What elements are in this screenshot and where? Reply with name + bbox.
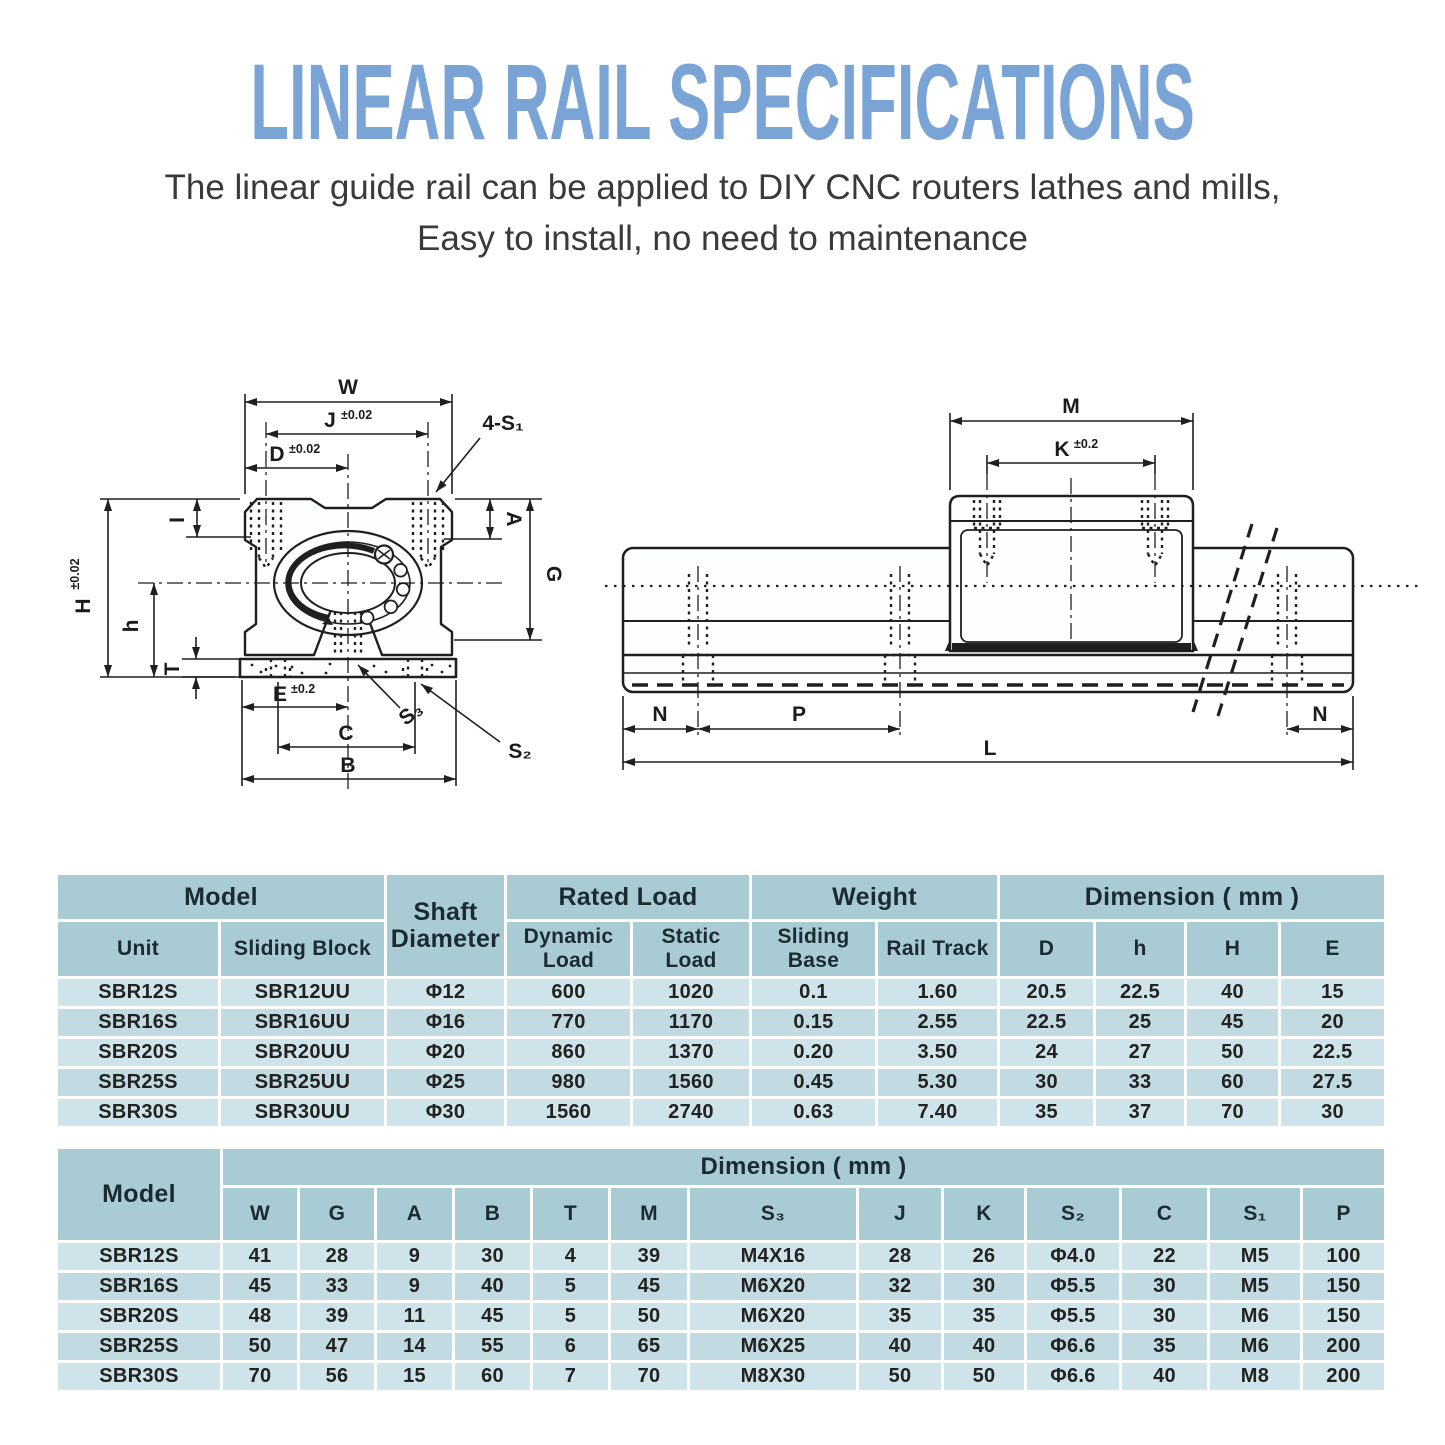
dim-label-c: C — [338, 722, 354, 745]
dim-label-n-left: N — [652, 703, 668, 726]
table-cell: 9 — [377, 1273, 452, 1300]
table-row — [58, 1039, 1384, 1066]
table-cell: 30 — [1000, 1069, 1093, 1096]
spec-table-1 — [55, 872, 1387, 1129]
t1-col-H: H — [1187, 922, 1278, 976]
page-title-text: LINEAR RAIL SPECIFICATIONS — [250, 42, 1195, 163]
dim-label-a: A — [502, 511, 525, 527]
table-cell: M6 — [1210, 1333, 1300, 1360]
table-cell: 45 — [455, 1303, 530, 1330]
table-cell: Φ5.5 — [1027, 1303, 1119, 1330]
table-cell: 14 — [377, 1333, 452, 1360]
table-cell: M4X16 — [690, 1243, 856, 1270]
table-cell: Φ30 — [387, 1099, 504, 1126]
table-cell: 60 — [1187, 1069, 1278, 1096]
dim-label-h-upper: H — [72, 598, 95, 614]
t2-body — [58, 1243, 1384, 1390]
table-cell: 2.55 — [878, 1009, 997, 1036]
table-cell: 7 — [533, 1363, 608, 1390]
t1-group-weight: Weight — [752, 875, 997, 919]
table-row — [58, 1009, 1384, 1036]
table-cell: 22.5 — [1000, 1009, 1093, 1036]
table-cell: SBR30S — [58, 1363, 220, 1390]
table-cell: 33 — [300, 1273, 374, 1300]
table-cell: SBR12UU — [221, 979, 384, 1006]
table-cell: SBR20S — [58, 1303, 220, 1330]
table-cell: M8 — [1210, 1363, 1300, 1390]
t2-col-a: A — [377, 1188, 452, 1240]
table-row — [58, 1099, 1384, 1126]
table-cell: 40 — [859, 1333, 941, 1360]
table-cell: SBR12S — [58, 1243, 220, 1270]
table-cell: SBR16S — [58, 1009, 218, 1036]
table-cell: M5 — [1210, 1273, 1300, 1300]
table-cell: 24 — [1000, 1039, 1093, 1066]
t2-col-j: J — [859, 1188, 941, 1240]
callout-4s1: 4-S₁ — [482, 412, 524, 435]
table-cell: 7.40 — [878, 1099, 997, 1126]
table-cell: 45 — [611, 1273, 687, 1300]
table-cell: 45 — [1187, 1009, 1278, 1036]
table-cell: M8X30 — [690, 1363, 856, 1390]
table-cell: 11 — [377, 1303, 452, 1330]
t2-col-s1: S₁ — [1210, 1188, 1300, 1240]
table-cell: 22 — [1122, 1243, 1207, 1270]
table-cell: 35 — [944, 1303, 1024, 1330]
t2-dimension-header: Dimension ( mm ) — [223, 1149, 1384, 1185]
table-cell: 50 — [611, 1303, 687, 1330]
table-cell: 0.20 — [752, 1039, 875, 1066]
rail-side-diagram — [600, 378, 1445, 810]
table-cell: Φ12 — [387, 979, 504, 1006]
t2-col-g: G — [300, 1188, 374, 1240]
table-cell: 25 — [1096, 1009, 1184, 1036]
t2-col-s3: S₃ — [690, 1188, 856, 1240]
t1-group-rated: Rated Load — [507, 875, 749, 919]
table-cell: 50 — [1187, 1039, 1278, 1066]
table-row — [58, 1273, 1384, 1300]
table-cell: 33 — [1096, 1069, 1184, 1096]
table-cell: 27 — [1096, 1039, 1184, 1066]
table-cell: M5 — [1210, 1243, 1300, 1270]
table-cell: 1370 — [633, 1039, 749, 1066]
table-cell: 1.60 — [878, 979, 997, 1006]
dim-label-b: B — [340, 754, 356, 777]
table-cell: 32 — [859, 1273, 941, 1300]
table-cell: 150 — [1303, 1273, 1384, 1300]
table-cell: 60 — [455, 1363, 530, 1390]
table-cell: SBR12S — [58, 979, 218, 1006]
dim-label-j-tol: ±0.02 — [341, 408, 373, 422]
table-cell: 40 — [455, 1273, 530, 1300]
table-cell: 600 — [507, 979, 630, 1006]
page-subtitle — [0, 163, 1445, 265]
table-row — [58, 1363, 1384, 1390]
table-cell: 28 — [300, 1243, 374, 1270]
table-cell: 860 — [507, 1039, 630, 1066]
dim-label-m: M — [1062, 395, 1080, 418]
t1-col-sliding-block: Sliding Block — [221, 922, 384, 976]
t2-col-b: B — [455, 1188, 530, 1240]
table-cell: 3.50 — [878, 1039, 997, 1066]
t2-col-t: T — [533, 1188, 608, 1240]
table-row — [58, 1333, 1384, 1360]
table-cell: 30 — [1122, 1273, 1207, 1300]
table-cell: SBR25S — [58, 1333, 220, 1360]
t1-col-unit: Unit — [58, 922, 218, 976]
table-cell: 30 — [944, 1273, 1024, 1300]
dim-label-d: D — [269, 443, 285, 466]
dim-label-j: J — [324, 409, 336, 432]
dim-label-s2: S₂ — [508, 740, 532, 763]
dim-label-t: T — [161, 662, 184, 676]
table-cell: M6 — [1210, 1303, 1300, 1330]
t1-col-dynamic-load: Dynamic Load — [507, 922, 630, 976]
table-cell: 27.5 — [1281, 1069, 1384, 1096]
table-cell: 35 — [859, 1303, 941, 1330]
table-cell: 50 — [859, 1363, 941, 1390]
table-cell: 37 — [1096, 1099, 1184, 1126]
table-cell: Φ6.6 — [1027, 1333, 1119, 1360]
table-cell: 30 — [1122, 1303, 1207, 1330]
table-cell: 20 — [1281, 1009, 1384, 1036]
table-cell: 70 — [1187, 1099, 1278, 1126]
table-cell: 70 — [223, 1363, 297, 1390]
table-cell: Φ4.0 — [1027, 1243, 1119, 1270]
table-cell: 22.5 — [1281, 1039, 1384, 1066]
table-cell: Φ6.6 — [1027, 1363, 1119, 1390]
table-cell: SBR20S — [58, 1039, 218, 1066]
table-cell: 50 — [944, 1363, 1024, 1390]
dim-label-i: I — [166, 517, 189, 523]
table-cell: Φ25 — [387, 1069, 504, 1096]
dim-label-n-right: N — [1312, 703, 1328, 726]
table-cell: 6 — [533, 1333, 608, 1360]
table-cell: SBR16UU — [221, 1009, 384, 1036]
dim-label-l: L — [983, 737, 997, 760]
table-cell: 39 — [300, 1303, 374, 1330]
table-cell: 28 — [859, 1243, 941, 1270]
t2-col-p: P — [1303, 1188, 1384, 1240]
table-cell: 40 — [1187, 979, 1278, 1006]
table-cell: 70 — [611, 1363, 687, 1390]
table-cell: 980 — [507, 1069, 630, 1096]
table-cell: 5 — [533, 1273, 608, 1300]
table-cell: 9 — [377, 1243, 452, 1270]
table-cell: 15 — [1281, 979, 1384, 1006]
t1-group-shaft: Shaft Diameter — [387, 875, 504, 976]
dim-label-e: E — [272, 683, 288, 706]
dim-label-h-lower: h — [120, 619, 143, 633]
table-cell: 22.5 — [1096, 979, 1184, 1006]
table-cell: 30 — [455, 1243, 530, 1270]
table-cell: 40 — [1122, 1363, 1207, 1390]
dim-label-h-upper-tol: ±0.02 — [68, 558, 82, 590]
t1-col-d: D — [1000, 922, 1093, 976]
table-cell: 40 — [944, 1333, 1024, 1360]
t1-col-rail-track: Rail Track — [878, 922, 997, 976]
table-cell: 200 — [1303, 1333, 1384, 1360]
dim-label-p: P — [791, 703, 807, 726]
table-cell: 1170 — [633, 1009, 749, 1036]
table-cell: 15 — [377, 1363, 452, 1390]
t1-group-model: Model — [58, 875, 384, 919]
table-cell: Φ16 — [387, 1009, 504, 1036]
table-cell: 39 — [611, 1243, 687, 1270]
table-cell: 5 — [533, 1303, 608, 1330]
subtitle-line-2: Easy to install, no need to maintenance — [417, 218, 1028, 258]
dim-label-w: W — [338, 376, 358, 399]
table-cell: 4 — [533, 1243, 608, 1270]
table-cell: 56 — [300, 1363, 374, 1390]
table-row — [58, 1069, 1384, 1096]
table-cell: 0.45 — [752, 1069, 875, 1096]
table-cell: SBR25S — [58, 1069, 218, 1096]
sliding-block-diagram — [30, 362, 650, 807]
table-cell: 65 — [611, 1333, 687, 1360]
table-cell: SBR30UU — [221, 1099, 384, 1126]
dim-label-e-tol: ±0.2 — [291, 682, 316, 696]
t1-col-h: h — [1096, 922, 1184, 976]
table-cell: SBR20UU — [221, 1039, 384, 1066]
table-cell: 48 — [223, 1303, 297, 1330]
table-cell: 55 — [455, 1333, 530, 1360]
table-cell: 0.15 — [752, 1009, 875, 1036]
t2-col-s2: S₂ — [1027, 1188, 1119, 1240]
table-cell: 2740 — [633, 1099, 749, 1126]
table-cell: 45 — [223, 1273, 297, 1300]
table-cell: Φ20 — [387, 1039, 504, 1066]
table-cell: 150 — [1303, 1303, 1384, 1330]
table-cell: 100 — [1303, 1243, 1384, 1270]
table-cell: 0.63 — [752, 1099, 875, 1126]
spec-table-2 — [55, 1146, 1387, 1393]
table-cell: 1560 — [633, 1069, 749, 1096]
dim-label-g: G — [542, 565, 565, 583]
dim-label-k: K — [1054, 438, 1070, 461]
table-cell: 35 — [1122, 1333, 1207, 1360]
table-cell: 26 — [944, 1243, 1024, 1270]
table-cell: Φ5.5 — [1027, 1273, 1119, 1300]
table-cell: 20.5 — [1000, 979, 1093, 1006]
t1-body — [58, 979, 1384, 1126]
table-cell: 200 — [1303, 1363, 1384, 1390]
table-row — [58, 1303, 1384, 1330]
t1-group-dimension: Dimension ( mm ) — [1000, 875, 1384, 919]
table-cell: SBR30S — [58, 1099, 218, 1126]
table-cell: 0.1 — [752, 979, 875, 1006]
table-cell: 1020 — [633, 979, 749, 1006]
t2-col-c: C — [1122, 1188, 1207, 1240]
table-cell: SBR16S — [58, 1273, 220, 1300]
table-cell: M6X20 — [690, 1273, 856, 1300]
t2-col-w: W — [223, 1188, 297, 1240]
subtitle-line-1: The linear guide rail can be applied to DIY CNC routers lathes and mills, — [164, 168, 1281, 207]
table-cell: 35 — [1000, 1099, 1093, 1126]
t1-col-sliding-base: Sliding Base — [752, 922, 875, 976]
t1-col-static-load: Static Load — [633, 922, 749, 976]
table-cell: 47 — [300, 1333, 374, 1360]
dim-label-k-tol: ±0.2 — [1074, 437, 1099, 451]
table-cell: 5.30 — [878, 1069, 997, 1096]
t2-col-k: K — [944, 1188, 1024, 1240]
table-cell: 770 — [507, 1009, 630, 1036]
t1-col-e: E — [1281, 922, 1384, 976]
t2-model-header: Model — [58, 1149, 220, 1240]
table-cell: 1560 — [507, 1099, 630, 1126]
table-cell: SBR25UU — [221, 1069, 384, 1096]
t2-col-m: M — [611, 1188, 687, 1240]
table-cell: 41 — [223, 1243, 297, 1270]
table-row — [58, 1243, 1384, 1270]
table-row — [58, 979, 1384, 1006]
table-cell: M6X20 — [690, 1303, 856, 1330]
table-cell: M6X25 — [690, 1333, 856, 1360]
table-cell: 50 — [223, 1333, 297, 1360]
dim-label-s3: S₃ — [394, 697, 428, 731]
dim-label-d-tol: ±0.02 — [289, 442, 321, 456]
page-title — [0, 42, 1445, 163]
table-cell: 30 — [1281, 1099, 1384, 1126]
